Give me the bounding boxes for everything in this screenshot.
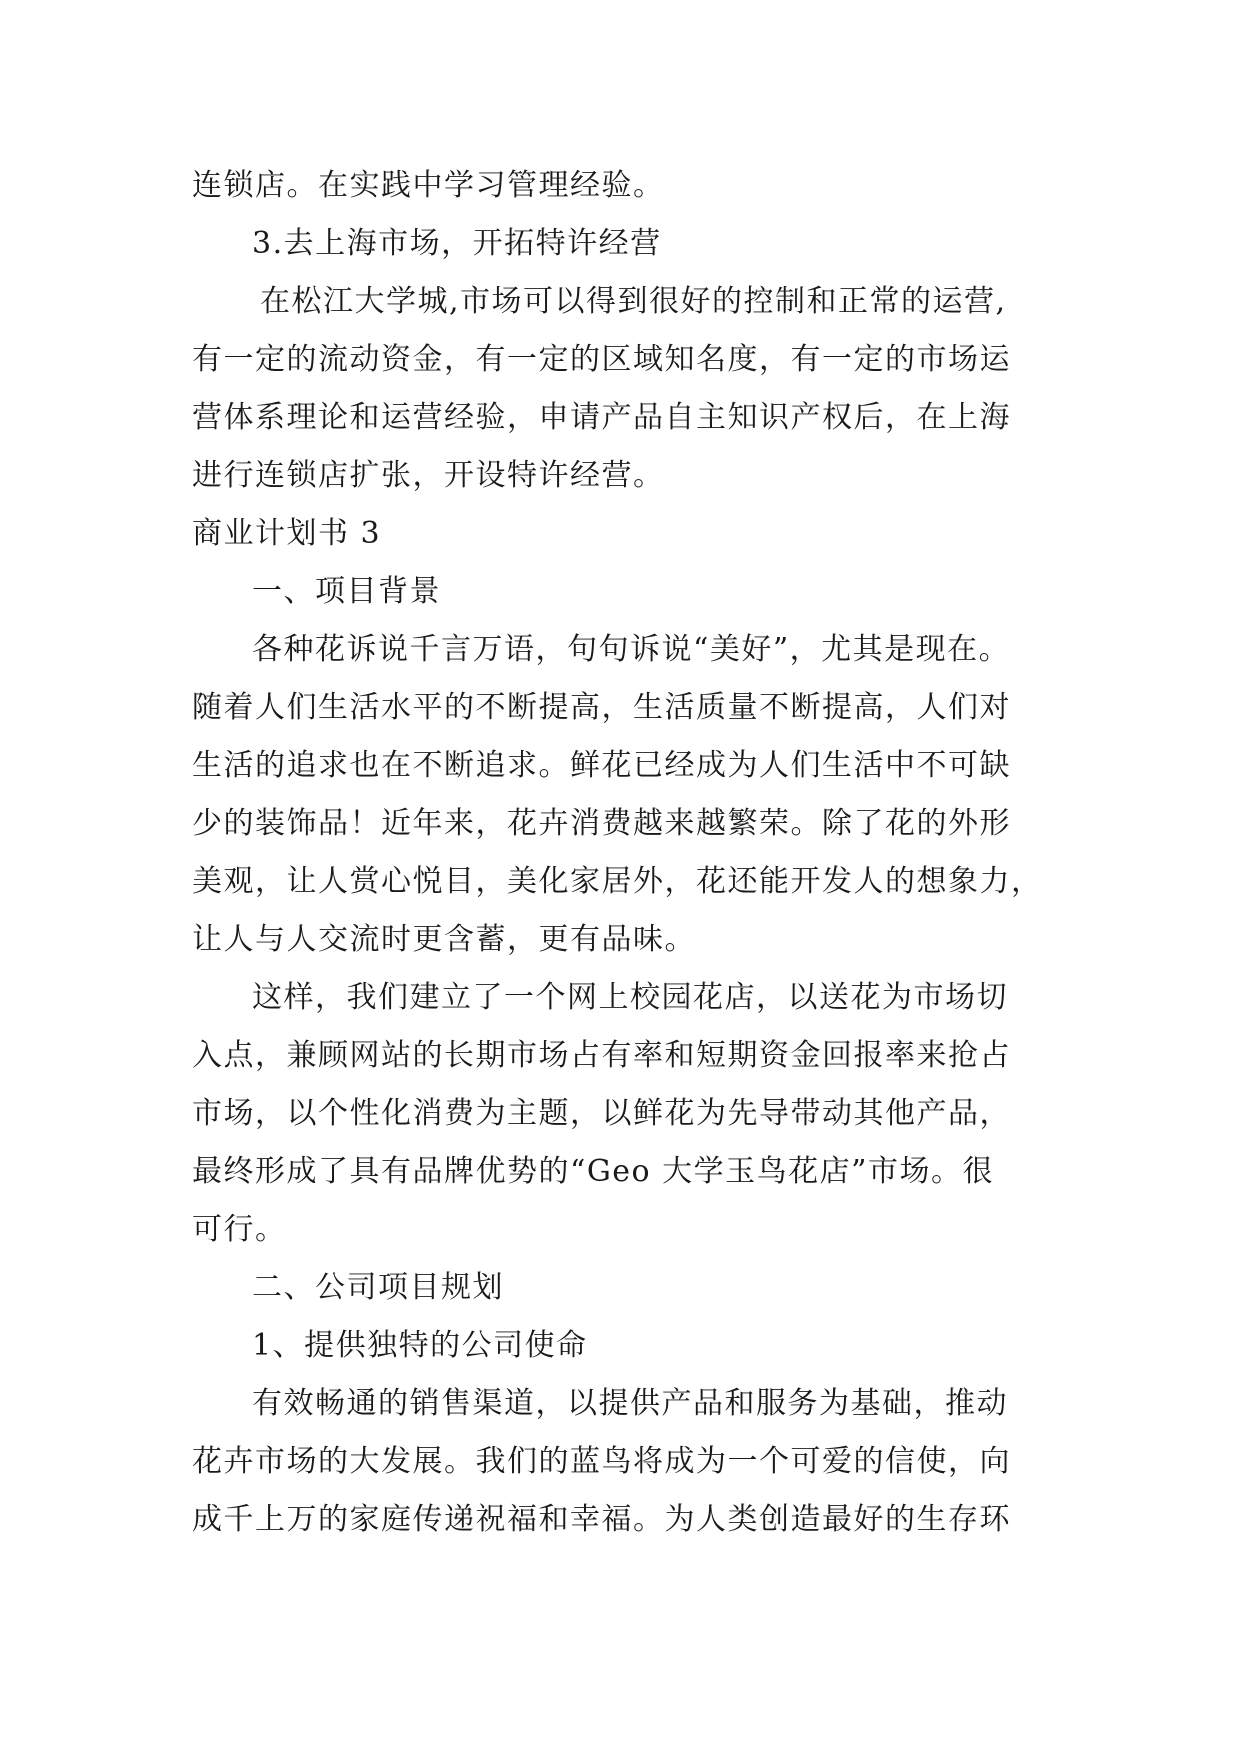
text-line-3: 在松江大学城,市场可以得到很好的控制和正常的运营, — [260, 284, 1007, 319]
text-line-1: 连锁店。在实践中学习管理经验。 — [192, 168, 665, 203]
text-line-12: 少的装饰品！近年来，花卉消费越来越繁荣。除了花的外形 — [192, 806, 1011, 841]
text-line-18: 最终形成了具有品牌优势的“Geo 大学玉鸟花店”市场。很 — [192, 1154, 994, 1189]
text-line-17: 市场，以个性化消费为主题，以鲜花为先导带动其他产品， — [192, 1096, 1011, 1131]
text-line-4: 有一定的流动资金，有一定的区域知名度，有一定的市场运 — [192, 342, 1011, 377]
text-line-22: 有效畅通的销售渠道，以提供产品和服务为基础，推动 — [252, 1386, 1008, 1421]
heading-company-project-plan: 二、公司项目规划 — [252, 1270, 504, 1305]
text-line-13: 美观，让人赏心悦目，美化家居外，花还能开发人的想象力， — [192, 864, 1043, 899]
heading-company-mission: 1、提供独特的公司使命 — [252, 1328, 588, 1363]
text-line-15: 这样，我们建立了一个网上校园花店，以送花为市场切 — [252, 980, 1008, 1015]
text-line-11: 生活的追求也在不断追求。鲜花已经成为人们生活中不可缺 — [192, 748, 1011, 783]
text-line-19: 可行。 — [192, 1212, 287, 1247]
text-line-14: 让人与人交流时更含蓄，更有品味。 — [192, 922, 696, 957]
heading-project-background: 一、项目背景 — [252, 574, 441, 609]
text-line-2: 3.去上海市场，开拓特许经营 — [252, 226, 662, 261]
text-line-5: 营体系理论和运营经验，申请产品自主知识产权后，在上海 — [192, 400, 1011, 435]
text-line-6: 进行连锁店扩张，开设特许经营。 — [192, 458, 665, 493]
text-line-9: 各种花诉说千言万语，句句诉说“美好”，尤其是现在。 — [252, 632, 1011, 667]
text-line-23: 花卉市场的大发展。我们的蓝鸟将成为一个可爱的信使，向 — [192, 1444, 1011, 1479]
text-line-10: 随着人们生活水平的不断提高，生活质量不断提高，人们对 — [192, 690, 1011, 725]
section-title-business-plan: 商业计划书 3 — [192, 516, 382, 551]
text-line-24: 成千上万的家庭传递祝福和幸福。为人类创造最好的生存环 — [192, 1502, 1011, 1537]
text-line-16: 入点，兼顾网站的长期市场占有率和短期资金回报率来抢占 — [192, 1038, 1011, 1073]
